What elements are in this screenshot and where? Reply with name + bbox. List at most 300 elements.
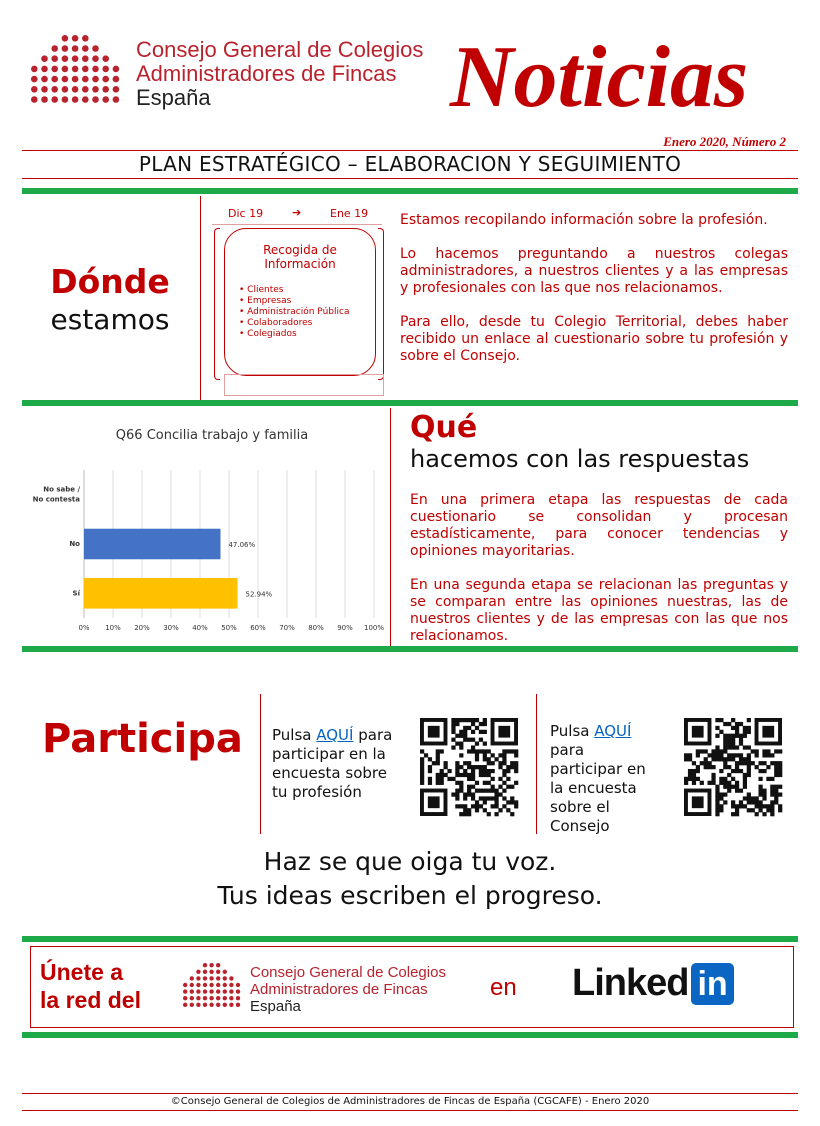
qr-module <box>506 749 510 753</box>
bar-chart <box>22 470 385 636</box>
qr-module <box>696 765 700 769</box>
qr-module <box>743 734 747 738</box>
qr-module <box>758 789 762 793</box>
que-paragraph-2: En una segunda etapa se relacionan las preguntas y se comparan entre las opiniones nuestras, las de nuestros clientes y de las empresas con las que nos relacionamos. <box>410 577 788 644</box>
qr-module <box>444 765 448 769</box>
qr-module <box>743 757 747 761</box>
qr-module <box>459 765 463 769</box>
qr-module <box>483 796 487 800</box>
qr-module <box>420 777 424 781</box>
qr-code-consejo[interactable] <box>684 718 782 816</box>
logo-dot <box>209 1003 213 1007</box>
qr-module <box>440 777 444 781</box>
qr-module <box>770 777 774 781</box>
qr-module <box>498 765 502 769</box>
logo-dot <box>209 970 213 974</box>
section-divider-5 <box>22 1032 798 1038</box>
qr-module <box>510 812 514 816</box>
donde-heading <box>40 262 180 336</box>
qr-module <box>459 745 463 749</box>
qr-module <box>739 789 743 793</box>
logo-dot <box>31 86 38 93</box>
qr-module <box>498 753 502 757</box>
qr-module <box>467 789 471 793</box>
x-tick-label: 40% <box>192 624 208 632</box>
qr-module <box>747 726 751 730</box>
qr-module <box>455 789 459 793</box>
qr-module <box>475 753 479 757</box>
qr-module <box>723 777 727 781</box>
qr-module <box>502 804 506 808</box>
header-rule-top <box>22 150 798 151</box>
x-tick-label: 0% <box>78 624 90 632</box>
qr-module <box>487 812 491 816</box>
qr-module <box>502 781 506 785</box>
qr-module <box>451 730 455 734</box>
qr-module <box>491 804 495 808</box>
cgcafe-logo-dots-small <box>182 962 244 1014</box>
qr-module <box>455 742 459 746</box>
qr-module <box>711 753 715 757</box>
qr-module <box>758 804 762 808</box>
logo-dot <box>190 1003 194 1007</box>
qr-module <box>471 749 475 753</box>
qr-module <box>688 773 692 777</box>
logo-dot <box>236 1003 240 1007</box>
qr-module <box>778 808 782 812</box>
category-label: Sí <box>72 589 80 598</box>
timeline-graphic <box>212 202 390 398</box>
qr-module <box>498 808 502 812</box>
qr-module <box>463 808 467 812</box>
qr-module <box>684 781 688 785</box>
qr-module <box>755 804 759 808</box>
qr-module <box>704 761 708 765</box>
qr-module <box>483 800 487 804</box>
qr-module <box>475 765 479 769</box>
join-line2: la red del <box>40 987 141 1013</box>
qr-module <box>479 789 483 793</box>
data-label: 52.94% <box>245 590 273 599</box>
qr-module <box>715 745 719 749</box>
logo-dot <box>236 989 240 993</box>
qr-module <box>459 773 463 777</box>
qr-module <box>514 765 518 769</box>
qr-module <box>735 734 739 738</box>
qr-module <box>755 765 759 769</box>
qr-module <box>459 730 463 734</box>
logo-dot <box>72 76 79 83</box>
qr-module <box>743 773 747 777</box>
qr-module <box>491 769 495 773</box>
qr-module <box>692 769 696 773</box>
qr-module <box>444 773 448 777</box>
logo-dot <box>223 983 227 987</box>
footer-text: ©Consejo General de Colegios de Administradores de Fincas de España (CGCAFE) - Enero 2020 <box>170 1096 650 1107</box>
qr-module <box>739 753 743 757</box>
qr-module <box>502 753 506 757</box>
qr-module <box>719 804 723 808</box>
qr-module <box>463 734 467 738</box>
qr-module <box>766 777 770 781</box>
qr-module <box>487 769 491 773</box>
logo-dot <box>229 983 233 987</box>
logo-dot <box>51 86 58 93</box>
qr-module <box>440 749 444 753</box>
qr-module <box>735 765 739 769</box>
qr-module <box>475 757 479 761</box>
category-label: No <box>69 540 80 548</box>
qr-module <box>471 773 475 777</box>
qr-module <box>774 749 778 753</box>
qr-module <box>770 804 774 808</box>
qr-module <box>684 753 688 757</box>
category-label: No sabe / No contesta <box>32 485 80 504</box>
qr-module <box>708 781 712 785</box>
logo-dot <box>51 76 58 83</box>
cgcafe-logo-dots <box>30 34 125 114</box>
qr-module <box>436 773 440 777</box>
qr-module <box>506 808 510 812</box>
qr-module <box>762 792 766 796</box>
qr-module <box>723 800 727 804</box>
qr-module <box>715 718 719 722</box>
qr-module <box>475 804 479 808</box>
qr-module <box>723 792 727 796</box>
qr-module <box>510 785 514 789</box>
qr-module <box>432 761 436 765</box>
qr-module <box>471 738 475 742</box>
linkedin-in-icon: in <box>691 963 733 1005</box>
qr-module <box>723 722 727 726</box>
qr-module <box>723 745 727 749</box>
qr-module <box>436 749 440 753</box>
aqui-link-consejo[interactable]: AQUÍ <box>594 722 632 740</box>
qr-module <box>755 812 759 816</box>
logo-dot <box>92 45 99 52</box>
qr-module <box>731 718 735 722</box>
qr-module <box>483 742 487 746</box>
qr-finder-core <box>428 726 440 738</box>
qr-module <box>719 757 723 761</box>
qr-module <box>762 753 766 757</box>
qr-module <box>774 769 778 773</box>
qr-module <box>475 789 479 793</box>
section-divider-1 <box>22 188 798 194</box>
qr-module <box>494 757 498 761</box>
qr-module <box>735 808 739 812</box>
join-org-line2: Administradores de Fincas <box>250 981 428 998</box>
qr-module <box>463 738 467 742</box>
qr-module <box>762 804 766 808</box>
qr-module <box>778 765 782 769</box>
qr-module <box>502 796 506 800</box>
qr-module <box>696 753 700 757</box>
logo-dot <box>236 996 240 1000</box>
qr-module <box>711 773 715 777</box>
qr-module <box>700 781 704 785</box>
link2-suffix: para participar en la encuesta sobre el Consejo <box>550 741 646 835</box>
qr-module <box>711 749 715 753</box>
qr-finder-core <box>692 726 704 738</box>
qr-module <box>770 789 774 793</box>
qr-module <box>471 792 475 796</box>
qr-module <box>502 749 506 753</box>
qr-module <box>731 753 735 757</box>
qr-module <box>762 769 766 773</box>
qr-module <box>715 785 719 789</box>
qr-module <box>743 745 747 749</box>
qr-module <box>747 753 751 757</box>
qr-module <box>483 789 487 793</box>
qr-module <box>731 734 735 738</box>
qr-module <box>731 804 735 808</box>
qr-module <box>715 753 719 757</box>
qr-module <box>494 800 498 804</box>
qr-module <box>696 769 700 773</box>
qr-module <box>475 718 479 722</box>
qr-module <box>467 792 471 796</box>
list-item: • Administración Pública <box>239 307 350 317</box>
qr-module <box>688 769 692 773</box>
qr-module <box>755 796 759 800</box>
qr-module <box>762 812 766 816</box>
qr-module <box>471 765 475 769</box>
qr-module <box>715 734 719 738</box>
qr-module <box>506 769 510 773</box>
timeline-start: Dic 19 <box>228 207 264 220</box>
join-text <box>40 958 141 1014</box>
qr-module <box>471 745 475 749</box>
qr-module <box>502 757 506 761</box>
qr-module <box>708 753 712 757</box>
logo-dot <box>102 55 109 62</box>
qr-module <box>467 777 471 781</box>
qr-module <box>719 781 723 785</box>
qr-module <box>774 761 778 765</box>
qr-module <box>498 777 502 781</box>
qr-module <box>463 796 467 800</box>
qr-module <box>451 738 455 742</box>
qr-module <box>735 722 739 726</box>
qr-module <box>471 730 475 734</box>
qr-module <box>778 749 782 753</box>
logo-dot <box>196 976 200 980</box>
survey-link-profesion <box>272 726 402 802</box>
qr-module <box>723 781 727 785</box>
logo-dot <box>72 66 79 73</box>
qr-module <box>463 718 467 722</box>
qr-module <box>451 792 455 796</box>
qr-module <box>467 749 471 753</box>
logo-dot <box>183 983 187 987</box>
qr-module <box>758 761 762 765</box>
qr-module <box>514 753 518 757</box>
qr-module <box>491 761 495 765</box>
qr-module <box>739 738 743 742</box>
qr-module <box>471 718 475 722</box>
logo-dot <box>209 983 213 987</box>
qr-module <box>475 800 479 804</box>
participa-title: Participa <box>42 716 243 762</box>
qr-module <box>428 781 432 785</box>
logo-dot <box>31 96 38 103</box>
participa-divider-1 <box>260 694 261 834</box>
newsletter-title: Noticias <box>450 29 749 126</box>
logo-dot <box>92 66 99 73</box>
qr-module <box>436 761 440 765</box>
qr-module <box>715 749 719 753</box>
qr-module <box>475 726 479 730</box>
qr-module <box>743 804 747 808</box>
qr-module <box>455 792 459 796</box>
qr-module <box>459 718 463 722</box>
qr-module <box>455 765 459 769</box>
qr-module <box>428 777 432 781</box>
logo-dot <box>229 1003 233 1007</box>
qr-module <box>483 757 487 761</box>
logo-dot <box>82 45 89 52</box>
join-org-line1: Consejo General de Colegios <box>250 964 446 981</box>
qr-module <box>688 777 692 781</box>
qr-module <box>487 749 491 753</box>
qr-code-profesion[interactable] <box>420 718 518 816</box>
qr-module <box>688 753 692 757</box>
qr-module <box>770 761 774 765</box>
x-tick-label: 70% <box>279 624 295 632</box>
slogan-line1: Haz se que oiga tu voz. <box>263 847 557 876</box>
qr-module <box>727 738 731 742</box>
qr-module <box>459 753 463 757</box>
logo-dot <box>51 45 58 52</box>
qr-module <box>440 769 444 773</box>
logo-dot <box>92 96 99 103</box>
aqui-link-profesion[interactable]: AQUÍ <box>316 726 354 744</box>
qr-module <box>471 785 475 789</box>
qr-module <box>719 769 723 773</box>
qr-module <box>715 757 719 761</box>
qr-module <box>428 765 432 769</box>
qr-module <box>510 761 514 765</box>
x-tick-label: 20% <box>134 624 150 632</box>
qr-module <box>735 804 739 808</box>
qr-module <box>774 789 778 793</box>
qr-module <box>711 757 715 761</box>
qr-module <box>475 781 479 785</box>
qr-finder-core <box>428 796 440 808</box>
qr-module <box>475 749 479 753</box>
qr-module <box>447 777 451 781</box>
qr-module <box>774 796 778 800</box>
qr-module <box>747 757 751 761</box>
logo-dot <box>72 86 79 93</box>
qr-module <box>743 796 747 800</box>
logo-dot <box>196 970 200 974</box>
qr-module <box>747 792 751 796</box>
donde-text <box>400 212 788 365</box>
qr-module <box>483 718 487 722</box>
qr-module <box>731 785 735 789</box>
qr-module <box>463 769 467 773</box>
logo-dot <box>190 976 194 980</box>
logo-dot <box>183 996 187 1000</box>
logo-dot <box>102 86 109 93</box>
qr-module <box>420 749 424 753</box>
footer-rule-bottom <box>22 1110 798 1111</box>
qr-module <box>436 757 440 761</box>
qr-module <box>692 773 696 777</box>
qr-finder-core <box>692 796 704 808</box>
qr-module <box>483 808 487 812</box>
section-divider-2 <box>22 400 798 406</box>
qr-module <box>483 773 487 777</box>
list-item: • Clientes <box>239 285 284 295</box>
qr-module <box>491 777 495 781</box>
qr-module <box>751 761 755 765</box>
que-heading <box>410 410 749 473</box>
qr-module <box>506 785 510 789</box>
qr-module <box>739 804 743 808</box>
qr-module <box>719 792 723 796</box>
qr-module <box>479 749 483 753</box>
logo-dot <box>62 55 69 62</box>
qr-module <box>506 777 510 781</box>
logo-dot <box>72 96 79 103</box>
qr-module <box>692 777 696 781</box>
qr-module <box>743 761 747 765</box>
qr-module <box>451 745 455 749</box>
qr-module <box>770 792 774 796</box>
qr-module <box>510 796 514 800</box>
qr-module <box>467 773 471 777</box>
qr-module <box>440 781 444 785</box>
qr-module <box>770 753 774 757</box>
qr-module <box>491 753 495 757</box>
qr-module <box>739 734 743 738</box>
qr-module <box>735 761 739 765</box>
qr-module <box>467 761 471 765</box>
logo-dot <box>92 76 99 83</box>
logo-dot <box>62 45 69 52</box>
qr-module <box>766 753 770 757</box>
survey-link-consejo <box>550 722 660 836</box>
qr-module <box>739 742 743 746</box>
section-divider-4 <box>22 936 798 942</box>
linkedin-logo[interactable] <box>572 962 734 1005</box>
list-item: • Empresas <box>239 296 292 306</box>
bar <box>84 529 220 560</box>
qr-module <box>719 796 723 800</box>
qr-module <box>455 796 459 800</box>
qr-module <box>455 804 459 808</box>
qr-module <box>747 718 751 722</box>
qr-module <box>723 765 727 769</box>
qr-module <box>487 773 491 777</box>
qr-module <box>463 804 467 808</box>
logo-dot <box>113 86 120 93</box>
qr-module <box>451 718 455 722</box>
qr-module <box>487 757 491 761</box>
qr-module <box>483 753 487 757</box>
logo-dot <box>51 96 58 103</box>
qr-module <box>774 765 778 769</box>
qr-module <box>479 738 483 742</box>
qr-module <box>463 761 467 765</box>
logo-dot <box>209 963 213 967</box>
qr-module <box>514 804 518 808</box>
x-tick-label: 80% <box>308 624 324 632</box>
donde-subtitle: estamos <box>50 303 170 336</box>
